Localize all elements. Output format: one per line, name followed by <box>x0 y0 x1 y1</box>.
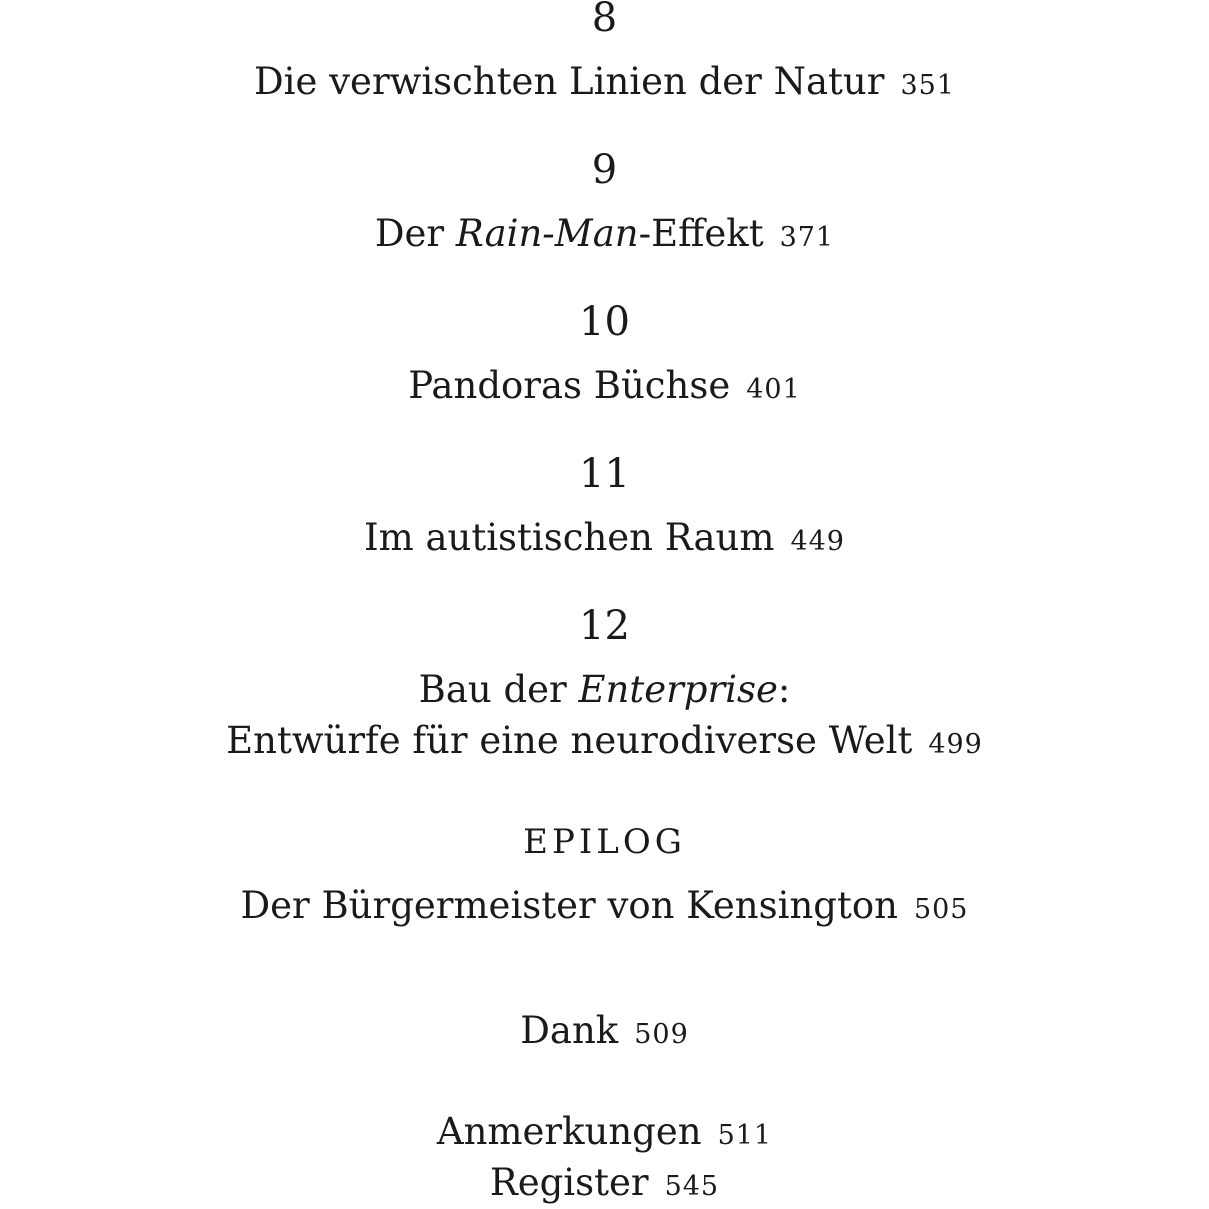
epilog-entry <box>0 884 1209 932</box>
chapter-9-page: 371 <box>779 222 835 253</box>
epilog-title: Der Bürgermeister von Kensington <box>240 884 898 927</box>
chapter-8-title: Die verwischten Linien der Natur <box>254 60 885 103</box>
chapter-9-number: 9 <box>591 147 618 193</box>
chapter-11-title: Im autistischen Raum <box>364 516 775 559</box>
chapter-12-number: 12 <box>579 603 630 649</box>
register-page: 545 <box>664 1171 720 1202</box>
chapter-10-entry <box>0 364 1209 412</box>
chapter-8-number: 8 <box>591 0 618 41</box>
register-entry <box>0 1161 1209 1209</box>
chapter-10-number: 10 <box>579 299 630 345</box>
chapter-9-entry <box>0 212 1209 260</box>
chapter-11-entry <box>0 516 1209 564</box>
dank-entry <box>0 1009 1209 1057</box>
chapter-12-line2: Entwürfe für eine neurodiverse Welt <box>226 719 913 762</box>
chapter-10-page: 401 <box>746 374 801 405</box>
chapter-8-entry <box>0 60 1209 108</box>
chapter-8-page: 351 <box>900 70 955 101</box>
epilog-page: 505 <box>913 894 969 925</box>
chapter-11-number: 11 <box>579 451 630 497</box>
register-title: Register <box>489 1161 649 1204</box>
chapter-12-line1-pre: Bau der <box>418 668 579 711</box>
anmerkungen-page: 511 <box>717 1120 773 1151</box>
chapter-9-title-post: -Effekt <box>638 212 764 255</box>
epilog-label: EPILOG <box>523 822 686 862</box>
chapter-12-line1-post: : <box>777 668 791 711</box>
chapter-12-line1-italic: Enterprise <box>578 668 778 711</box>
chapter-12-title-line-1 <box>0 668 1209 712</box>
chapter-9-title-pre: Der <box>374 212 456 255</box>
chapter-11-page: 449 <box>790 526 845 557</box>
chapter-12-title-line-2 <box>0 719 1209 767</box>
dank-title: Dank <box>520 1009 619 1052</box>
chapter-10-title: Pandoras Büchse <box>408 364 731 407</box>
chapter-12-page: 499 <box>928 729 983 760</box>
anmerkungen-title: Anmerkungen <box>436 1110 702 1153</box>
anmerkungen-entry <box>0 1110 1209 1158</box>
dank-page: 509 <box>634 1019 689 1050</box>
chapter-9-title-italic: Rain-Man <box>455 212 639 255</box>
